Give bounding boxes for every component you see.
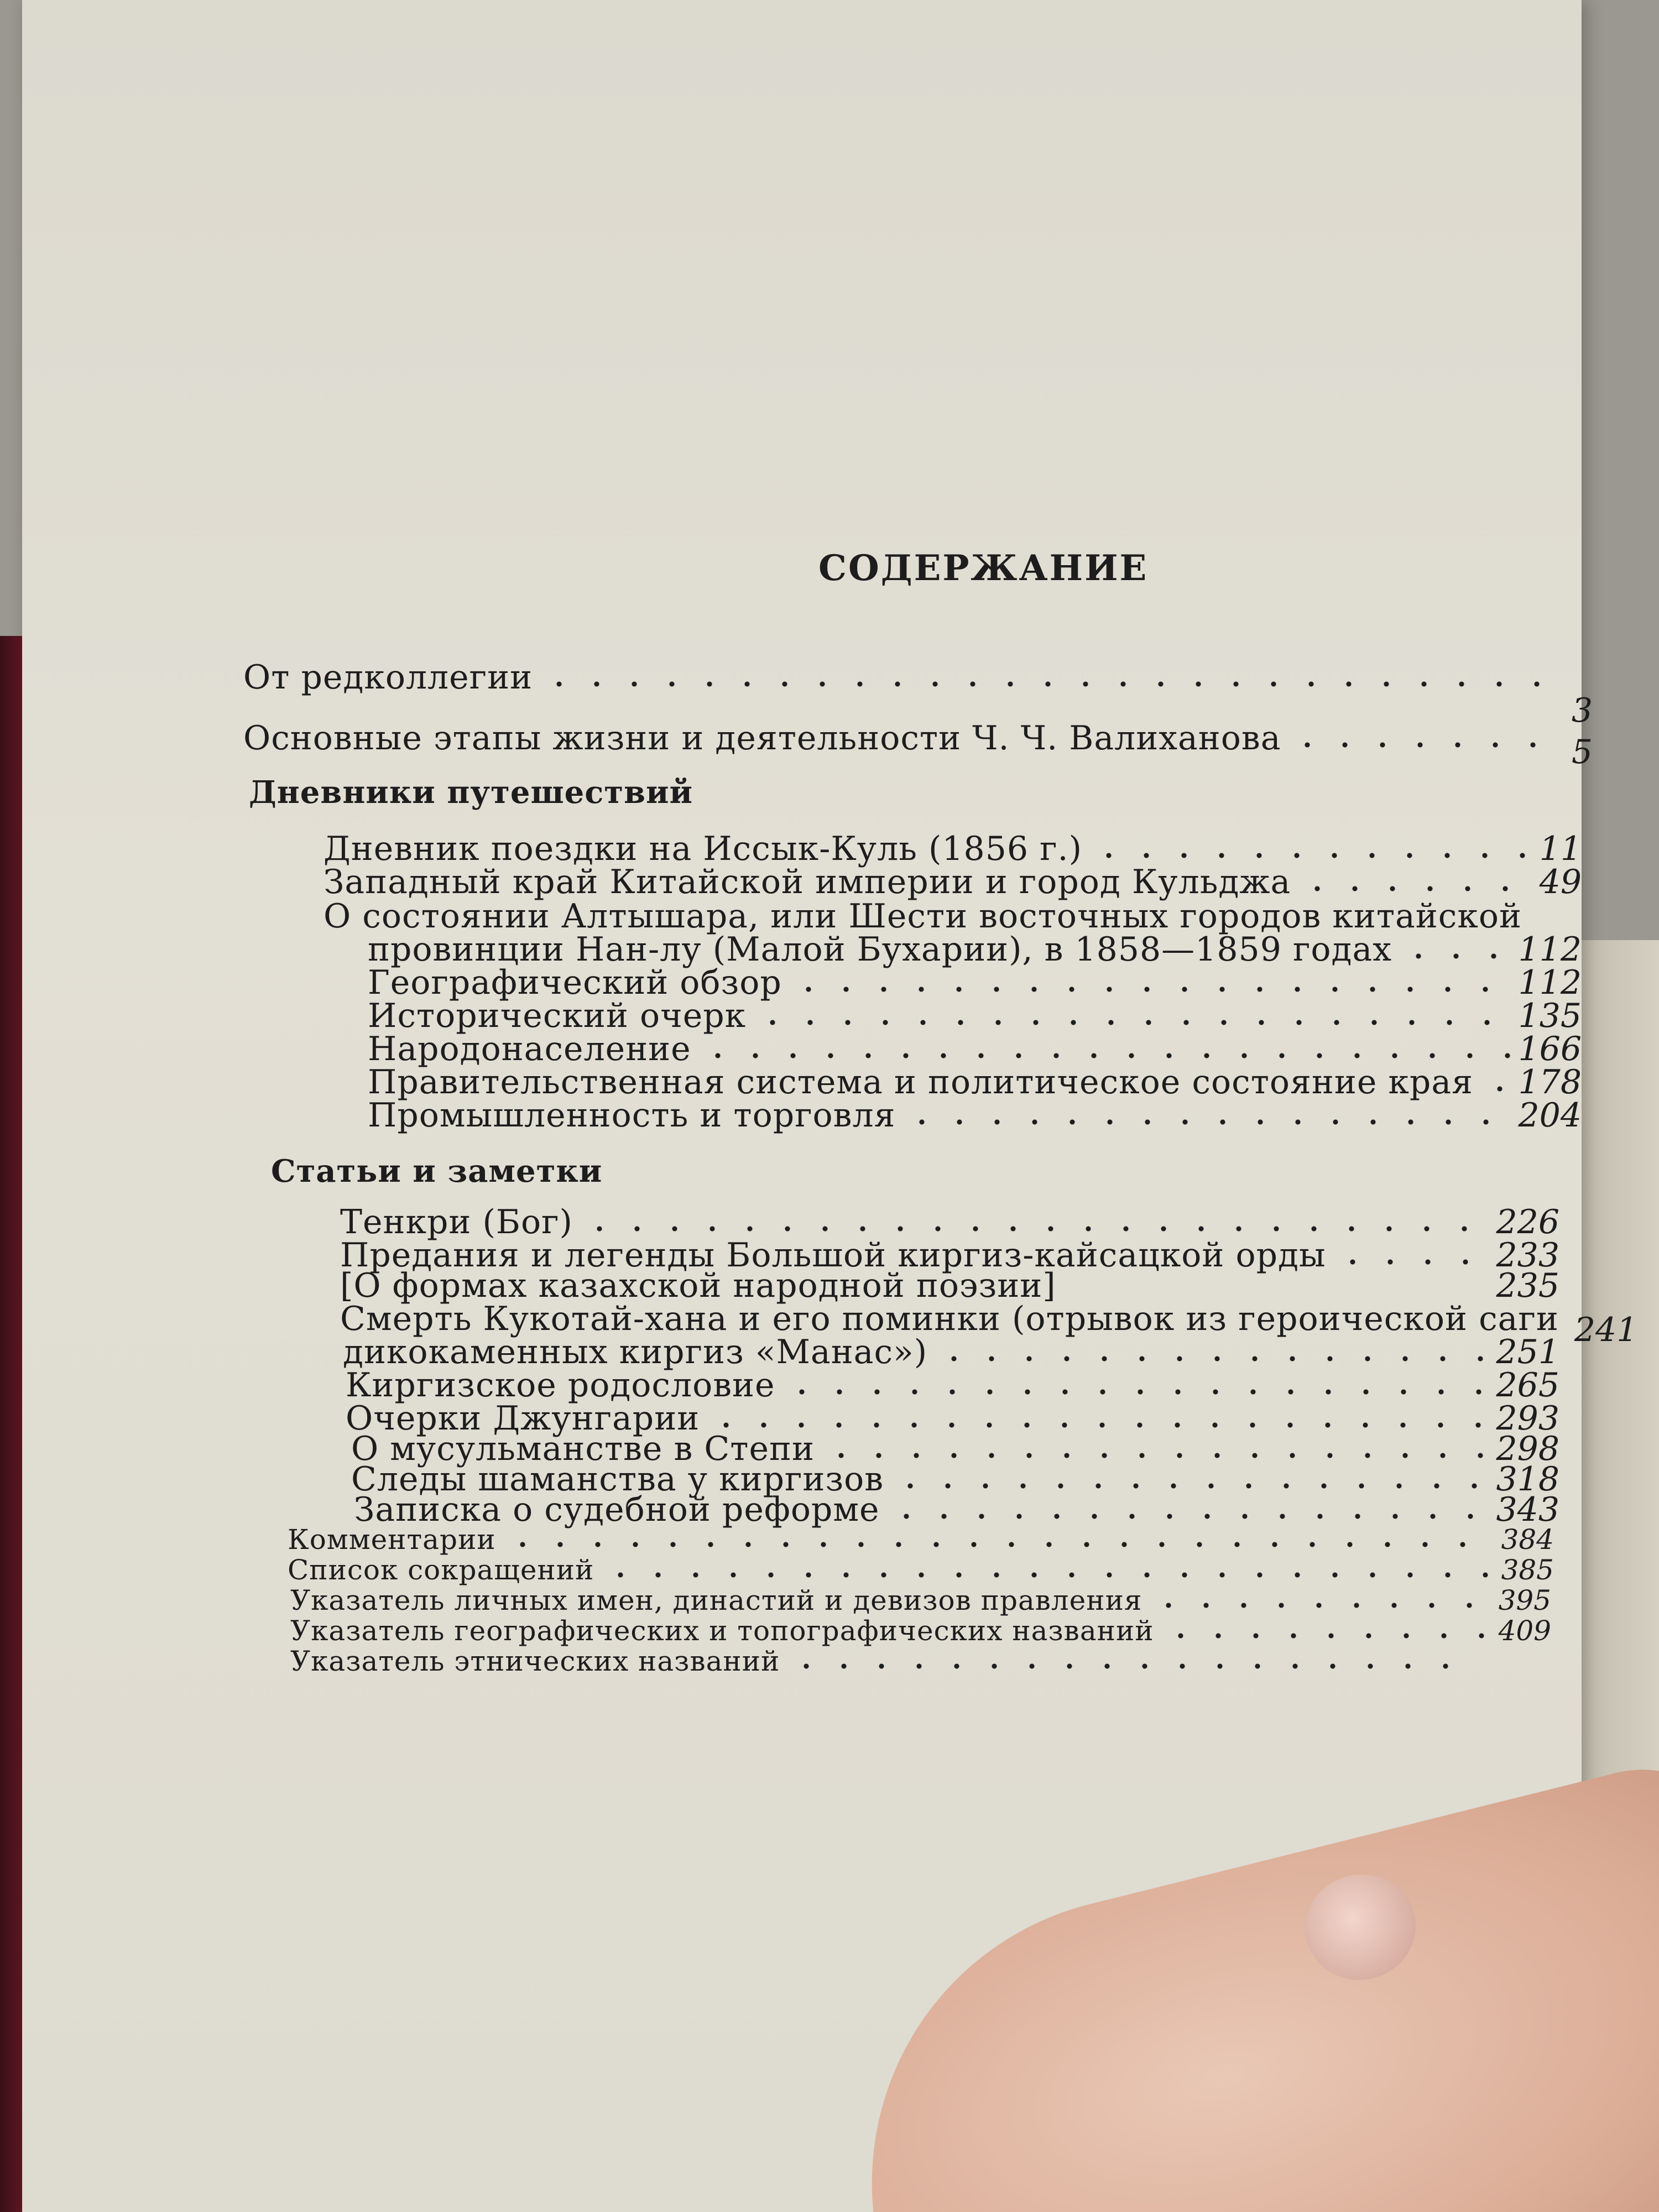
leader-dots: [1150, 1601, 1490, 1610]
leader-dots: [822, 1451, 1489, 1460]
entry-text: Указатель географических и топографических названий: [290, 1615, 1154, 1647]
entry-text: Правительственная система и политическое состояние края: [368, 1063, 1473, 1102]
entry-page: 293: [1496, 1399, 1559, 1438]
entry-text: Указатель этнических названий: [290, 1645, 780, 1677]
entry-text: Дневник поездки на Иссык-Куль (1856 г.): [324, 830, 1083, 868]
entry-text: Список сокращений: [288, 1554, 594, 1586]
entry-page: 112: [1518, 963, 1582, 1002]
leader-dots: [891, 1481, 1488, 1490]
entry-page: 385: [1501, 1554, 1554, 1586]
entry-text: О состоянии Алтышара, или Шести восточных городов китайской: [324, 897, 1522, 936]
leader-dots: [783, 1387, 1489, 1396]
entry-text: Записка о судебной реформе: [354, 1490, 880, 1529]
entry-page: 251: [1496, 1333, 1559, 1371]
entry-text: Географический обзор: [368, 963, 782, 1002]
entry-page: 235: [1496, 1266, 1559, 1305]
entry-text: дикокаменных киргиз «Манас»): [343, 1333, 928, 1371]
entry-text: Промышленность и торговля: [368, 1096, 896, 1135]
entry-text: Исторический очерк: [368, 997, 747, 1035]
leader-dots: [602, 1571, 1493, 1579]
leader-dots: [1334, 1258, 1489, 1266]
leader-dots: [1481, 1084, 1511, 1093]
toc-entry: [243, 719, 1593, 771]
leader-dots: [707, 1421, 1488, 1430]
entry-page: 112: [1518, 930, 1582, 969]
entry-page: 384: [1501, 1524, 1554, 1556]
leader-dots: [754, 1018, 1510, 1027]
toc-entry: [243, 658, 1593, 730]
leader-dots: [581, 1224, 1489, 1233]
entry-text: Народонаселение: [368, 1030, 691, 1068]
entry-text: [О формах казахской народной поэзии]: [340, 1266, 1056, 1305]
leader-dots: [540, 680, 1564, 688]
entry-text: Указатель личных имен, династий и девизов правления: [290, 1584, 1142, 1616]
leader-dots: [790, 985, 1511, 994]
entry-text: Тенкри (Бог): [340, 1203, 573, 1241]
entry-page: 135: [1518, 997, 1582, 1035]
toc-entry: [368, 1096, 1582, 1135]
leader-dots: [787, 1662, 1477, 1671]
toc-entry: [288, 1554, 1554, 1586]
leader-dots: [888, 1512, 1489, 1521]
table-of-contents: [243, 547, 1638, 1764]
entry-page: 5: [1571, 733, 1593, 771]
entry-text: Западный край Китайской империи и город Кульджа: [324, 863, 1291, 901]
toc-entry: [290, 1615, 1551, 1647]
entry-text: Следы шаманства у киргизов: [351, 1460, 884, 1499]
leader-dots: [504, 1540, 1494, 1549]
toc-entry: [324, 863, 1582, 901]
leader-dots: [1288, 740, 1563, 749]
entry-page: 49: [1539, 863, 1582, 901]
entry-page: 409: [1498, 1615, 1551, 1647]
entry-text: Основные этапы жизни и деятельности Ч. Ч. Валиханова: [243, 719, 1281, 758]
entry-page: 204: [1518, 1096, 1582, 1135]
toc-entry: [288, 1524, 1554, 1556]
leader-dots: [1090, 851, 1532, 860]
leader-dots: [1162, 1631, 1491, 1640]
toc-title: СОДЕРЖАНИЕ: [818, 547, 1149, 589]
entry-page: 318: [1496, 1460, 1559, 1499]
entry-page: 3: [1571, 691, 1593, 730]
toc-entry: [290, 1645, 1485, 1677]
entry-page: 226: [1496, 1203, 1559, 1241]
leader-dots: [1298, 884, 1531, 893]
entry-page: 178: [1518, 1063, 1582, 1102]
entry-page: 395: [1498, 1584, 1551, 1616]
entry-text: Киргизское родословие: [346, 1366, 775, 1405]
section-heading: Дневники путешествий: [249, 774, 693, 811]
entry-text: От редколлегии: [243, 658, 533, 697]
toc-entry: [290, 1584, 1551, 1616]
entry-page: 265: [1496, 1366, 1559, 1405]
section-heading: Статьи и заметки: [271, 1153, 603, 1190]
entry-text: провинции Нан-лу (Малой Бухарии), в 1858—1859 годах: [368, 930, 1392, 969]
entry-text: Комментарии: [288, 1524, 496, 1556]
leader-dots: [1400, 952, 1510, 961]
entry-text: Очерки Джунгарии: [346, 1399, 700, 1438]
entry-page: 233: [1496, 1236, 1559, 1275]
leader-dots: [699, 1051, 1511, 1060]
leader-dots: [903, 1118, 1510, 1126]
entry-page: 166: [1518, 1030, 1582, 1068]
entry-page: 298: [1496, 1430, 1559, 1468]
entry-text: Предания и легенды Большой киргиз-кайсацкой орды: [340, 1236, 1326, 1275]
entry-text: О мусульманстве в Степи: [351, 1430, 815, 1468]
entry-page: 343: [1496, 1490, 1559, 1529]
leader-dots: [935, 1354, 1488, 1363]
entry-text: Смерть Кукотай-хана и его поминки (отрывок из героической саги: [340, 1300, 1559, 1338]
entry-page: 11: [1539, 830, 1582, 868]
entry-page: 241: [1574, 1311, 1638, 1349]
